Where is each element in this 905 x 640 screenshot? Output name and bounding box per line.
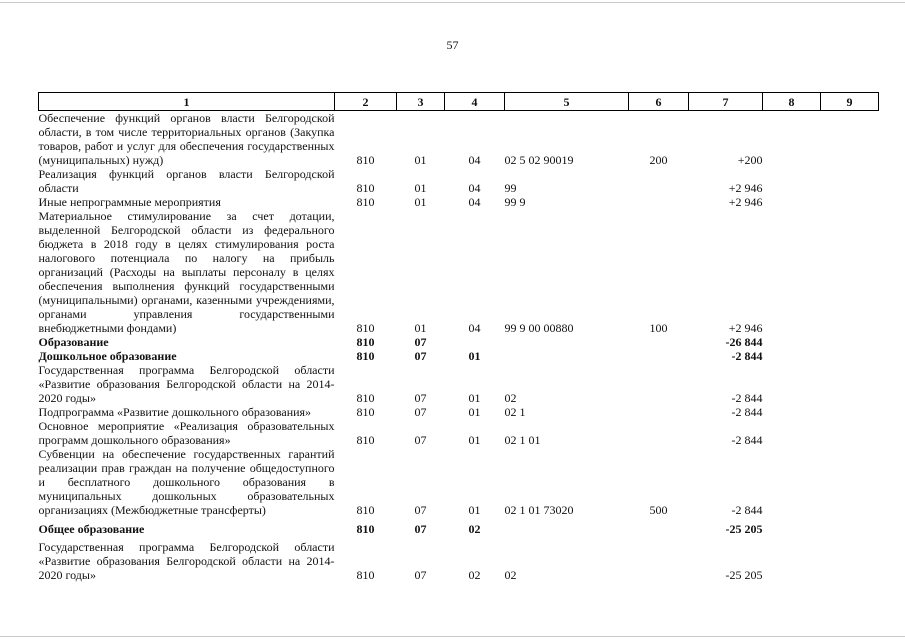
table-row	[39, 111, 879, 168]
table-row	[39, 447, 879, 517]
header-col-2: 2	[335, 93, 397, 111]
row-target-article: 02	[504, 391, 517, 405]
header-col-6: 6	[629, 93, 689, 111]
row-section-code: 07	[414, 349, 427, 363]
row-ved-code: 810	[356, 181, 375, 195]
row-amount: -25 205	[725, 522, 763, 536]
row-target-article: 02 5 02 90019	[504, 153, 574, 167]
row-target-article: 02 1 01	[504, 433, 541, 447]
row-target-article: 02	[504, 568, 517, 582]
row-col-9	[821, 349, 879, 363]
row-col-8	[763, 517, 821, 536]
row-name: Иные непрограммные мероприятия	[38, 195, 221, 209]
row-subsection-code: 04	[468, 153, 481, 167]
row-col-9	[821, 195, 879, 209]
row-ved-code: 810	[356, 503, 375, 517]
row-expense-type	[629, 405, 689, 419]
header-col-7: 7	[689, 93, 763, 111]
row-subsection-code: 01	[468, 349, 481, 363]
table-row	[39, 349, 879, 363]
row-expense-type	[629, 363, 689, 405]
page-number: 57	[446, 38, 459, 52]
table-row	[39, 419, 879, 447]
row-ved-code: 810	[356, 321, 375, 335]
row-ved-code: 810	[356, 349, 375, 363]
row-expense-type	[629, 195, 689, 209]
row-amount: -2 844	[731, 433, 763, 447]
row-ved-code: 810	[356, 335, 375, 349]
table-row	[39, 335, 879, 349]
row-col-8	[763, 349, 821, 363]
row-amount: -2 844	[731, 391, 763, 405]
row-subsection-code: 01	[468, 391, 481, 405]
row-ved-code: 810	[356, 195, 375, 209]
row-section-code: 07	[414, 405, 427, 419]
row-subsection-code: 01	[468, 405, 481, 419]
row-col-8	[763, 447, 821, 517]
row-section-code: 07	[414, 433, 427, 447]
row-col-8	[763, 111, 821, 168]
row-amount: -26 844	[725, 335, 763, 349]
row-target-article	[505, 335, 629, 349]
row-target-article: 02 1 01 73020	[504, 503, 574, 517]
row-subsection-code: 01	[468, 503, 481, 517]
row-name: Реализация функций органов власти Белгородской области	[38, 167, 335, 195]
scan-edge-top	[0, 2, 905, 3]
row-col-9	[821, 111, 879, 168]
row-col-8	[763, 405, 821, 419]
scan-edge-bottom	[0, 636, 905, 637]
header-col-1: 1	[39, 93, 335, 111]
row-expense-type: 200	[649, 153, 668, 167]
row-name: Общее образование	[38, 522, 145, 536]
row-subsection-code: 02	[468, 568, 481, 582]
row-ved-code: 810	[356, 568, 375, 582]
row-section-code: 07	[414, 335, 427, 349]
row-col-8	[763, 536, 821, 582]
row-subsection-code: 04	[468, 321, 481, 335]
row-subsection-code: 04	[468, 195, 481, 209]
header-col-4: 4	[445, 93, 505, 111]
row-section-code: 07	[414, 522, 427, 536]
row-name: Подпрограмма «Развитие дошкольного образования»	[38, 405, 312, 419]
row-name: Государственная программа Белгородской области «Развитие образования Белгородской области на 2014-2020 годы»	[38, 540, 335, 582]
row-target-article: 02 1	[504, 405, 526, 419]
row-name: Образование	[38, 335, 109, 349]
row-ved-code: 810	[356, 433, 375, 447]
row-col-8	[763, 335, 821, 349]
row-name: Основное мероприятие «Реализация образовательных программ дошкольного образования»	[38, 419, 335, 447]
row-section-code: 07	[414, 568, 427, 582]
row-col-9	[821, 167, 879, 195]
row-amount: -2 844	[731, 503, 763, 517]
budget-table	[38, 92, 879, 582]
row-expense-type: 100	[649, 321, 668, 335]
row-col-8	[763, 363, 821, 405]
row-col-9	[821, 419, 879, 447]
row-target-article	[505, 517, 629, 536]
row-section-code: 07	[414, 503, 427, 517]
row-expense-type	[629, 536, 689, 582]
row-name: Государственная программа Белгородской области «Развитие образования Белгородской области на 2014-2020 годы»	[38, 363, 335, 405]
table-row	[39, 195, 879, 209]
row-col-9	[821, 517, 879, 536]
row-col-9	[821, 405, 879, 419]
row-section-code: 07	[414, 391, 427, 405]
header-col-3: 3	[397, 93, 445, 111]
table-row	[39, 167, 879, 195]
row-col-8	[763, 209, 821, 335]
row-section-code: 01	[414, 153, 427, 167]
row-expense-type	[629, 167, 689, 195]
row-target-article	[505, 349, 629, 363]
header-col-5: 5	[505, 93, 629, 111]
row-expense-type: 500	[649, 503, 668, 517]
row-col-9	[821, 209, 879, 335]
row-amount: +2 946	[728, 195, 763, 209]
row-ved-code: 810	[356, 405, 375, 419]
table-row	[39, 209, 879, 335]
row-expense-type	[629, 335, 689, 349]
row-ved-code: 810	[356, 153, 375, 167]
row-amount: -25 205	[725, 568, 763, 582]
row-col-8	[763, 195, 821, 209]
row-col-9	[821, 363, 879, 405]
row-amount: -2 844	[731, 349, 763, 363]
row-expense-type	[629, 419, 689, 447]
table-row	[39, 405, 879, 419]
row-expense-type	[629, 349, 689, 363]
row-col-8	[763, 167, 821, 195]
row-name: Субвенции на обеспечение государственных гарантий реализации прав граждан на получение общедоступного и бесплатного дошкольного образования в муниципальных дошкольных образовательных организациях (Межбюджетные трансферты)	[38, 447, 335, 517]
row-name: Обеспечение функций органов власти Белгородской области, в том числе территориальных органов (Закупка товаров, работ и услуг для обеспечения государственных (муниципальных) нужд)	[38, 111, 335, 167]
row-col-9	[821, 447, 879, 517]
row-amount: -2 844	[731, 405, 763, 419]
header-col-8: 8	[763, 93, 821, 111]
row-name: Материальное стимулирование за счет дотации, выделенной Белгородской области из федерального бюджета в 2018 году в целях стимулирования роста налогового потенциала по налогу на прибыль организаций (Расходы на выплаты персоналу в целях обеспечения выполнения функций государственными (муниципальными) органами, казенными учреждениями, органами управления государственными внебюджетными фондами)	[38, 209, 335, 335]
row-subsection-code	[445, 335, 505, 349]
row-name: Дошкольное образование	[38, 349, 177, 363]
row-target-article: 99	[504, 181, 517, 195]
row-amount: +2 946	[728, 321, 763, 335]
row-target-article: 99 9	[504, 195, 526, 209]
row-subsection-code: 01	[468, 433, 481, 447]
row-amount: +200	[737, 153, 763, 167]
row-section-code: 01	[414, 181, 427, 195]
table-header-row	[39, 93, 879, 111]
table-row	[39, 517, 879, 536]
row-expense-type	[629, 517, 689, 536]
row-ved-code: 810	[356, 391, 375, 405]
row-target-article: 99 9 00 00880	[504, 321, 574, 335]
row-col-9	[821, 536, 879, 582]
row-subsection-code: 04	[468, 181, 481, 195]
table-row	[39, 536, 879, 582]
row-section-code: 01	[414, 321, 427, 335]
row-col-9	[821, 335, 879, 349]
row-subsection-code: 02	[468, 522, 481, 536]
row-amount: +2 946	[728, 181, 763, 195]
table-row	[39, 363, 879, 405]
header-col-9: 9	[821, 93, 879, 111]
row-col-8	[763, 419, 821, 447]
row-ved-code: 810	[356, 522, 375, 536]
row-section-code: 01	[414, 195, 427, 209]
